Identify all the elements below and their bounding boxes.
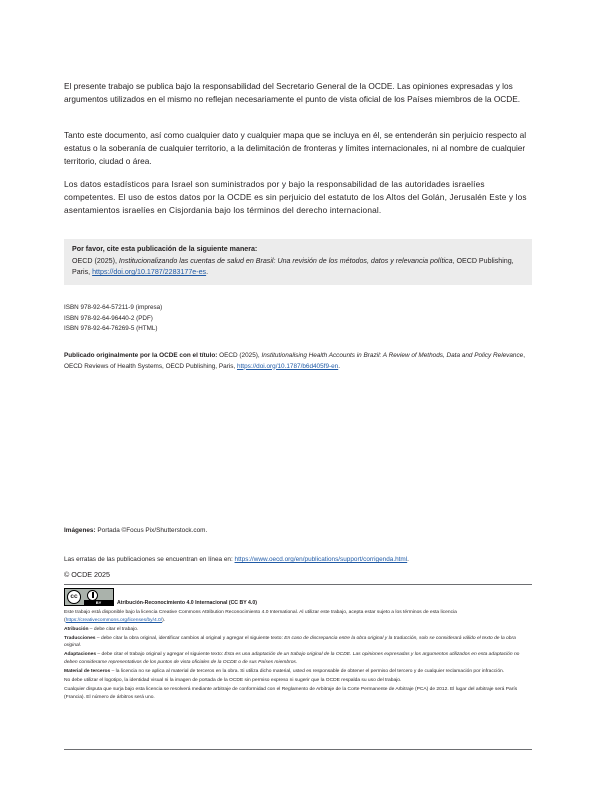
errata-link[interactable]: https://www.oecd.org/en/publications/support/corrigenda.html — [234, 556, 408, 563]
translations-text: – debe citar la obra original, identificar cambios al original y agregar el siguiente texto: — [95, 635, 285, 641]
third-party-text: – la licencia no se aplica al material de terceros en la obra. Si utiliza dicho material, usted es responsable de obtener el permiso del tercero y de cualquier reclamación por infracción. — [110, 669, 505, 675]
isbn-html: ISBN 978-92-64-76269-5 (HTML) — [64, 325, 158, 332]
license-link[interactable]: https://creativecommons.org/licenses/by/4.0/ — [65, 617, 163, 623]
original-publication — [64, 351, 532, 372]
citation-suffix: , OECD Publishing, Paris, — [72, 256, 514, 276]
cc-by-license-icon — [64, 588, 114, 606]
translations-label: Traducciones — [64, 635, 96, 641]
adaptations-label: Adaptaciones — [64, 652, 97, 658]
original-end: . — [338, 362, 341, 370]
divider-top — [64, 584, 532, 585]
citation-title: Institucionalizando las cuentas de salud en Brasil: Una revisión de los métodos, datos y relevancia política — [118, 256, 453, 265]
third-party-label: Material de terceros — [64, 669, 111, 675]
territory-paragraph: Tanto este documento, así como cualquier dato y cualquier mapa que se incluya en él, se entenderán sin perjuicio respecto al estatus o la soberanía de cualquier territorio, a la delimitación de fronteras y límites internacionales, ni al nombre de cualquier territorio, ciudad o área. — [64, 130, 527, 167]
original-label: Publicado originalmente por la OCDE con el título: — [64, 352, 220, 359]
errata-end: . — [407, 556, 409, 563]
attribution-text: – debe citar el trabajo. — [88, 626, 139, 632]
license-intro-text: Este trabajo está disponible bajo la licencia Creative Commons Attribution Reconocimiento 4.0 International. Al utilizar este trabajo, acepta estar sujeto a los términos de esta licencia ( — [64, 610, 457, 623]
cc-icon: cc — [67, 590, 81, 604]
errata-notice — [64, 556, 409, 563]
license-third-party — [64, 668, 532, 676]
license-title: Atribución-Reconocimiento 4.0 Internacional (CC BY 4.0) — [117, 600, 257, 606]
image-credit-text: Portada ©Focus Pix/Shutterstock.com. — [97, 527, 208, 534]
disclaimer-paragraph: El presente trabajo se publica bajo la responsabilidad del Secretario General de la OCDE. Las opiniones expresadas y los argumentos utilizados en el mismo no reflejan necesariamente el punto de vista oficial de los Países miembros de la OCDE. — [64, 81, 521, 105]
image-credit — [64, 527, 207, 534]
license-intro — [64, 609, 532, 624]
citation-heading: Por favor, cite esta publicación de la siguiente manera: — [72, 245, 258, 253]
divider-bottom — [64, 749, 532, 750]
license-attribution — [64, 626, 532, 634]
license-adaptations — [64, 651, 532, 666]
translations-notice: En caso de discrepancia entre la obra original y la traducción, solo se considerará válido el texto de la obra original. — [64, 635, 516, 649]
license-translations — [64, 635, 532, 650]
adaptations-notice: Ésta es una adaptación de un trabajo original de la OCDE. Las opiniones expresadas y los argumentos utilizados en esta adaptación no deben considerarse representativos de los puntos de vista oficiales de la OCDE o de sus Países miembros. — [64, 652, 520, 666]
attribution-label: Atribución — [64, 626, 89, 632]
license-intro-end: ). — [162, 617, 166, 623]
citation-prefix: OECD (2025), — [72, 256, 119, 265]
errata-text: Las erratas de las publicaciones se encuentran en línea en: — [64, 556, 235, 563]
original-suffix: , OECD Reviews of Health Systems, OECD Publishing, Paris, — [64, 352, 526, 370]
license-body — [64, 609, 532, 703]
isbn-list — [64, 303, 162, 335]
original-title: Institutionalising Health Accounts in Brazil: A Review of Methods, Data and Policy Relevance — [261, 352, 524, 359]
copyright-notice: © OCDE 2025 — [64, 570, 111, 579]
by-label: BY — [84, 600, 113, 605]
original-link[interactable]: https://doi.org/10.1787/b6d405f9-en — [236, 362, 339, 370]
israel-data-paragraph: Los datos estadísticos para Israel son suministrados por y bajo la responsabilidad de las autoridades israelíes competentes. El uso de estos datos por la OCDE es sin perjuicio del estatuto de los Altos del Golán, Jerusalén Este y los asentamientos israelíes en Cisjordania bajo los términos del derecho internacional. — [64, 179, 527, 216]
citation-link[interactable]: https://doi.org/10.1787/2283177e-es — [92, 268, 207, 276]
adaptations-text: – debe citar el trabajo original y agregar el siguiente texto: — [96, 652, 225, 658]
isbn-print: ISBN 978-92-64-57211-9 (impresa) — [64, 304, 163, 311]
image-credit-label: Imágenes: — [64, 527, 98, 534]
citation-end: . — [206, 268, 209, 276]
license-dispute: Cualquier disputa que surja bajo esta licencia se resolverá mediante arbitraje de conformidad con el Reglamento de Arbitraje de la Corte Permanente de Arbitraje (PCA) de 2012. El lugar del arbitraje será París (Francia). El número de árbitros será uno. — [64, 687, 518, 700]
citation-box — [64, 239, 532, 285]
original-prefix: OECD (2025), — [219, 352, 262, 359]
license-logo-notice: No debe utilizar el logotipo, la identidad visual ni la imagen de portada de la OCDE sin permiso expreso ni sugerir que la OCDE respalda su uso del trabajo. — [64, 678, 402, 684]
isbn-pdf: ISBN 978-92-64-96440-2 (PDF) — [64, 314, 153, 322]
